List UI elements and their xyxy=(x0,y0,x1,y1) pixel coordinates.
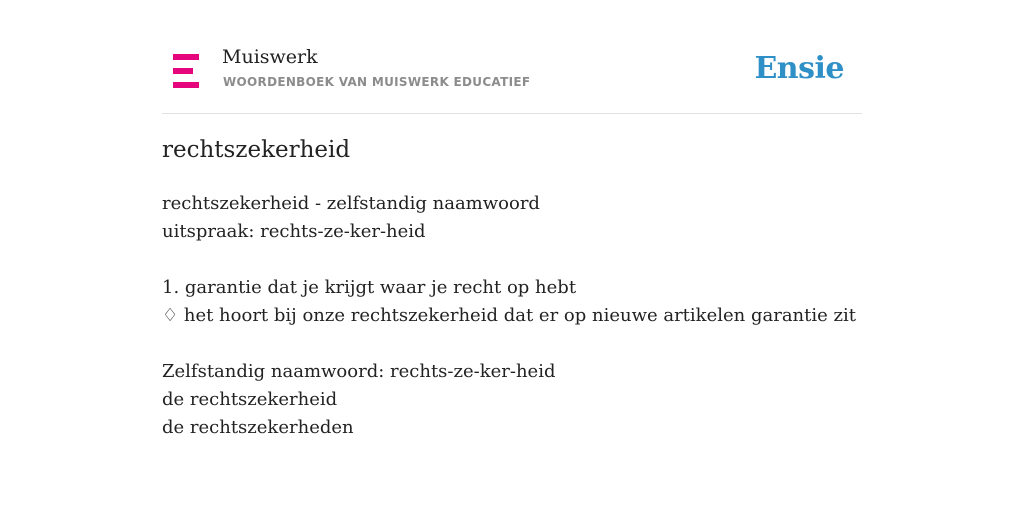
grammar-heading: Zelfstandig naamwoord: rechts-ze-ker-heid xyxy=(162,361,556,382)
entry-body xyxy=(162,190,856,442)
entry-title: rechtszekerheid xyxy=(162,137,351,163)
entry-definition: 1. garantie dat je krijgt waar je recht op hebt xyxy=(162,277,577,298)
ensie-logo[interactable]: Ensie xyxy=(754,51,844,86)
brand-subtitle: WOORDENBOEK VAN MUISWERK EDUCATIEF xyxy=(223,75,531,89)
plural-form: de rechtszekerheden xyxy=(162,417,354,438)
spacer xyxy=(162,246,856,274)
muiswerk-logo-icon[interactable] xyxy=(173,54,199,88)
entry-headline: rechtszekerheid - zelfstandig naamwoord xyxy=(162,193,540,214)
entry-pronunciation: uitspraak: rechts-ze-ker-heid xyxy=(162,221,426,242)
spacer xyxy=(162,330,856,358)
entry-example: ♢ het hoort bij onze rechtszekerheid dat er op nieuwe artikelen garantie zit xyxy=(162,305,856,326)
singular-form: de rechtszekerheid xyxy=(162,389,338,410)
site-header xyxy=(162,38,862,114)
brand-name[interactable]: Muiswerk xyxy=(222,46,318,68)
